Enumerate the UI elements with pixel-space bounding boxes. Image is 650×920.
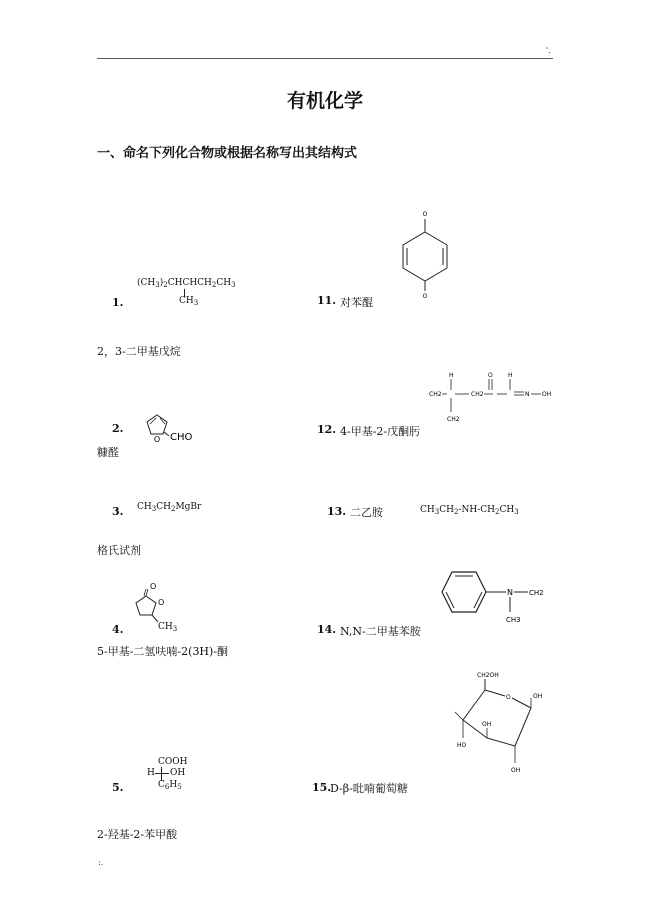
item-5-vertical-bond — [161, 767, 162, 781]
item-12-number: 12. — [317, 423, 337, 436]
item-15-oh-1: OH — [533, 693, 543, 700]
item-5-c6h5: $C_6H_5$ — [158, 780, 182, 791]
item-11-number: 11. — [317, 294, 337, 307]
item-12-oh: OH — [542, 391, 552, 398]
item-2-o: O — [153, 435, 161, 444]
item-12-h-b: H — [508, 372, 513, 379]
item-12-n: N — [525, 391, 530, 398]
item-14-structure — [440, 562, 550, 630]
item-2-number: 2. — [112, 422, 124, 435]
item-14-n: N — [507, 588, 513, 597]
item-14-name: N,N-二甲基苯胺 — [340, 625, 421, 638]
item-15-name: D-β-吡喃葡萄糖 — [330, 782, 408, 795]
item-12-name: 4-甲基-2-戊酮肟 — [340, 425, 421, 438]
header-rule — [97, 58, 553, 59]
item-4-o-ring: O — [158, 598, 165, 607]
item-5-cooh: COOH — [158, 757, 188, 767]
item-1-number: 1. — [112, 296, 124, 309]
item-12-structure — [425, 368, 565, 428]
item-13-number: 13. — [327, 505, 347, 518]
item-15-structure — [445, 668, 565, 783]
item-15-number: 15. — [312, 781, 332, 794]
item-15-ch2oh: CH2OH — [477, 672, 499, 679]
item-13-name: 二乙胺 — [350, 506, 383, 519]
item-2-answer: 糠醛 — [97, 446, 119, 459]
item-2-structure — [145, 412, 205, 444]
item-4-answer: 5-甲基-二氢呋喃-2(3H)-酮 — [97, 645, 229, 658]
item-1-answer: 2，3-二甲基戊烷 — [97, 345, 181, 358]
item-5-horizontal-bond — [155, 773, 169, 774]
item-5-number: 5. — [112, 781, 124, 794]
section-heading: 一、命名下列化合物或根据名称写出其结构式 — [97, 146, 358, 161]
item-3-answer: 格氏试剂 — [97, 544, 141, 557]
item-3-number: 3. — [112, 505, 124, 518]
item-14-number: 14. — [317, 623, 337, 636]
item-5-h: H — [147, 768, 155, 778]
item-15-o-ring: O — [506, 694, 511, 701]
item-12-ch2-c: CH2 — [447, 416, 460, 423]
item-4-o-carbonyl: O — [150, 582, 157, 591]
item-12-h-a: H — [449, 372, 454, 379]
page-title: 有机化学 — [286, 90, 363, 112]
item-11-o-top: O — [422, 211, 428, 218]
item-12-o: O — [488, 372, 493, 379]
item-13-formula: $CH_3CH_2-NH-CH_2CH_3$ — [420, 505, 519, 516]
item-11-structure — [395, 205, 455, 300]
item-14-ch2: CH2 — [529, 589, 544, 597]
item-4-ch3: $CH_3$ — [158, 622, 178, 633]
item-1-formula-main: $(CH_3)_2CHCHCH_2CH_3$ — [137, 278, 236, 289]
footer-mark: :. — [98, 858, 104, 867]
item-5-oh: OH — [170, 768, 186, 778]
item-5-answer: 2-羟基-2-苯甲酸 — [97, 828, 178, 841]
item-14-ch3: CH3 — [506, 616, 521, 624]
item-12-ch2-b: CH2 — [471, 391, 484, 398]
item-15-oh-2: OH — [511, 767, 521, 774]
item-11-o-bottom: O — [422, 293, 428, 300]
item-4-number: 4. — [112, 623, 124, 636]
item-15-ho: HO — [457, 742, 467, 749]
item-3-formula: $CH_3CH_2MgBr$ — [137, 502, 202, 513]
item-1-formula-branch: $CH_3$ — [179, 296, 199, 307]
header-mark: '. — [546, 46, 551, 55]
item-11-name: 对苯醌 — [340, 296, 373, 309]
item-15-oh-3: OH — [482, 721, 492, 728]
item-12-ch2-a: CH2 — [429, 391, 442, 398]
item-2-cho: CHO — [170, 432, 193, 443]
